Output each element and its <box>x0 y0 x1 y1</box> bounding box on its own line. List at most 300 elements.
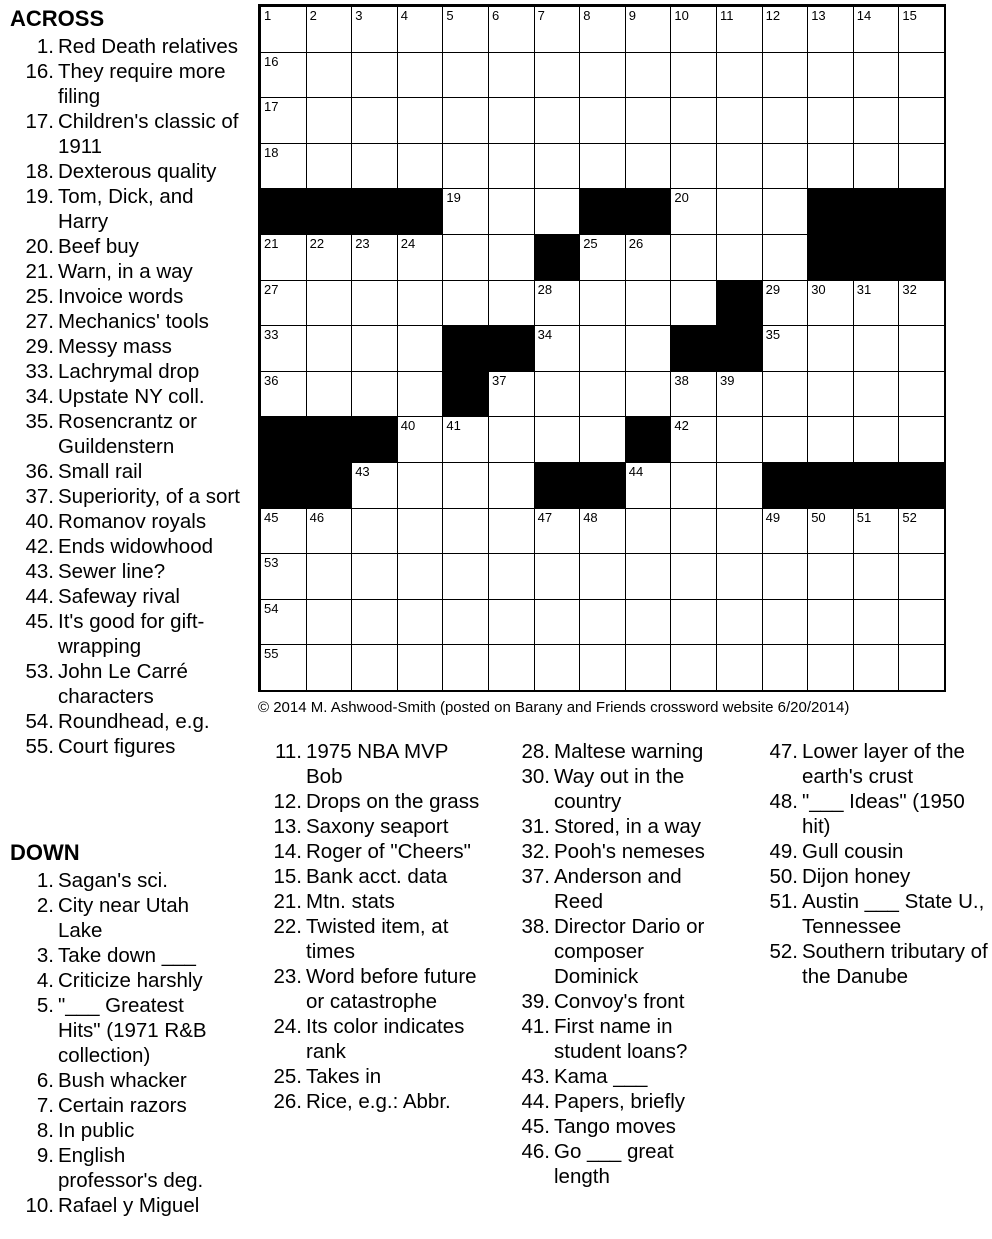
grid-cell[interactable] <box>670 553 717 600</box>
grid-cell[interactable] <box>397 553 444 600</box>
grid-cell[interactable] <box>488 97 535 144</box>
black-square <box>853 188 900 235</box>
grid-cell[interactable] <box>898 644 945 691</box>
grid-cell[interactable] <box>670 280 717 327</box>
grid-cell[interactable] <box>898 6 945 53</box>
grid-cell[interactable] <box>579 52 626 99</box>
grid-cell[interactable] <box>397 416 444 463</box>
clue-number-label: 32. <box>521 840 550 863</box>
grid-cell[interactable] <box>898 280 945 327</box>
clue-item[interactable] <box>10 259 242 284</box>
grid-cell[interactable] <box>306 508 353 555</box>
grid-cell[interactable] <box>306 371 353 418</box>
grid-cell[interactable] <box>807 371 854 418</box>
clue-item[interactable] <box>10 659 242 709</box>
grid-cell[interactable] <box>670 462 717 509</box>
grid-cell[interactable] <box>534 508 581 555</box>
grid-cell[interactable] <box>853 553 900 600</box>
grid-cell[interactable] <box>898 508 945 555</box>
grid-cell[interactable] <box>488 371 535 418</box>
grid-cell[interactable] <box>625 325 672 372</box>
clue-item[interactable] <box>10 734 242 759</box>
clue-number-label: 12. <box>273 790 302 813</box>
grid-cell[interactable] <box>260 508 307 555</box>
grid-cell[interactable] <box>716 644 763 691</box>
grid-cell[interactable] <box>762 97 809 144</box>
grid-cell[interactable] <box>579 553 626 600</box>
grid-cell[interactable] <box>442 644 489 691</box>
clue-number: 3 <box>355 8 363 23</box>
clue-item[interactable] <box>10 1068 230 1093</box>
grid-cell[interactable] <box>306 644 353 691</box>
clue-item[interactable] <box>763 839 988 864</box>
clue-item[interactable] <box>10 609 242 659</box>
grid-cell[interactable] <box>898 97 945 144</box>
grid-cell[interactable] <box>716 188 763 235</box>
grid-cell[interactable] <box>898 416 945 463</box>
clue-text: Sewer line? <box>58 560 166 583</box>
black-square <box>306 462 353 509</box>
clue-item[interactable] <box>268 789 490 814</box>
grid-cell[interactable] <box>762 599 809 646</box>
grid-cell[interactable] <box>579 508 626 555</box>
grid-cell[interactable] <box>898 599 945 646</box>
clue-item[interactable] <box>515 1014 727 1064</box>
black-square <box>534 462 581 509</box>
grid-cell[interactable] <box>351 234 398 281</box>
grid-cell[interactable] <box>625 508 672 555</box>
grid-cell[interactable] <box>442 599 489 646</box>
grid-cell[interactable] <box>306 97 353 144</box>
grid-cell[interactable] <box>306 325 353 372</box>
clue-item[interactable] <box>10 234 242 259</box>
clue-item[interactable] <box>10 184 242 234</box>
grid-cell[interactable] <box>898 325 945 372</box>
clue-text: 1975 NBA MVP Bob <box>306 740 449 788</box>
clue-text: They require more filing <box>58 60 226 108</box>
grid-cell[interactable] <box>898 371 945 418</box>
clue-number-label: 48. <box>769 790 798 813</box>
clue-item[interactable] <box>763 739 988 789</box>
grid-cell[interactable] <box>625 6 672 53</box>
clue-number-label: 37. <box>25 485 54 508</box>
grid-cell[interactable] <box>625 644 672 691</box>
clue-number-label: 41. <box>521 1015 550 1038</box>
grid-cell[interactable] <box>397 325 444 372</box>
clue-item[interactable] <box>10 534 242 559</box>
clue-item[interactable] <box>10 459 242 484</box>
clue-item[interactable] <box>10 1118 230 1143</box>
grid-cell[interactable] <box>625 143 672 190</box>
grid-cell[interactable] <box>442 234 489 281</box>
grid-cell[interactable] <box>306 6 353 53</box>
grid-cell[interactable] <box>579 97 626 144</box>
grid-cell[interactable] <box>716 462 763 509</box>
grid-cell[interactable] <box>260 234 307 281</box>
grid-cell[interactable] <box>442 462 489 509</box>
grid-cell[interactable] <box>351 508 398 555</box>
grid-cell[interactable] <box>625 371 672 418</box>
grid-cell[interactable] <box>670 6 717 53</box>
clue-text: Ends widowhood <box>58 535 213 558</box>
grid-cell[interactable] <box>762 188 809 235</box>
clue-number: 37 <box>492 372 507 388</box>
grid-cell[interactable] <box>716 599 763 646</box>
grid-cell[interactable] <box>807 6 854 53</box>
grid-cell[interactable] <box>534 416 581 463</box>
grid-cell[interactable] <box>351 553 398 600</box>
grid-cell[interactable] <box>853 325 900 372</box>
grid-cell[interactable] <box>579 644 626 691</box>
grid-cell[interactable] <box>260 553 307 600</box>
clue-item[interactable] <box>268 814 490 839</box>
clue-item[interactable] <box>10 284 242 309</box>
grid-cell[interactable] <box>853 644 900 691</box>
clue-item[interactable] <box>10 993 230 1068</box>
grid-cell[interactable] <box>625 234 672 281</box>
clue-item[interactable] <box>763 864 988 889</box>
clue-number-label: 38. <box>521 915 550 938</box>
clue-item[interactable] <box>268 1064 490 1089</box>
clue-item[interactable] <box>10 109 242 159</box>
grid-cell[interactable] <box>488 462 535 509</box>
grid-cell[interactable] <box>306 143 353 190</box>
black-square <box>670 325 717 372</box>
clue-text: Court figures <box>58 735 176 758</box>
grid-cell[interactable] <box>442 188 489 235</box>
clue-item[interactable] <box>515 1114 727 1139</box>
grid-cell[interactable] <box>807 143 854 190</box>
grid-cell[interactable] <box>670 52 717 99</box>
clue-item[interactable] <box>10 409 242 459</box>
grid-cell[interactable] <box>762 143 809 190</box>
grid-cell[interactable] <box>716 371 763 418</box>
grid-cell[interactable] <box>762 371 809 418</box>
grid-cell[interactable] <box>807 553 854 600</box>
clue-item[interactable] <box>10 868 230 893</box>
grid-cell[interactable] <box>351 52 398 99</box>
grid-cell[interactable] <box>853 508 900 555</box>
clue-item[interactable] <box>10 334 242 359</box>
clue-item[interactable] <box>515 764 727 814</box>
grid-cell[interactable] <box>762 416 809 463</box>
clue-text: Tango moves <box>554 1115 676 1138</box>
grid-cell[interactable] <box>260 97 307 144</box>
clue-item[interactable] <box>515 814 727 839</box>
clue-number-label: 23. <box>273 965 302 988</box>
clue-item[interactable] <box>268 864 490 889</box>
grid-cell[interactable] <box>625 462 672 509</box>
clue-item[interactable] <box>268 889 490 914</box>
clue-item[interactable] <box>515 1064 727 1089</box>
clue-number-label: 14. <box>273 840 302 863</box>
grid-cell[interactable] <box>807 280 854 327</box>
black-square <box>807 234 854 281</box>
grid-cell[interactable] <box>670 416 717 463</box>
grid-cell[interactable] <box>670 644 717 691</box>
clue-text: Kama ___ <box>554 1065 648 1088</box>
clue-item[interactable] <box>10 384 242 409</box>
grid-cell[interactable] <box>762 234 809 281</box>
clue-item[interactable] <box>515 989 727 1014</box>
grid-cell[interactable] <box>351 280 398 327</box>
clue-item[interactable] <box>763 889 988 939</box>
grid-cell[interactable] <box>351 6 398 53</box>
grid-cell[interactable] <box>351 599 398 646</box>
grid-cell[interactable] <box>716 97 763 144</box>
clue-item[interactable] <box>268 1089 490 1114</box>
grid-cell[interactable] <box>807 325 854 372</box>
clue-number: 6 <box>492 8 500 23</box>
grid-cell[interactable] <box>534 280 581 327</box>
grid-cell[interactable] <box>397 371 444 418</box>
grid-cell[interactable] <box>534 325 581 372</box>
grid-cell[interactable] <box>762 553 809 600</box>
grid-cell[interactable] <box>397 508 444 555</box>
grid-cell[interactable] <box>579 280 626 327</box>
grid-cell[interactable] <box>716 52 763 99</box>
grid-cell[interactable] <box>853 280 900 327</box>
clue-item[interactable] <box>10 484 242 509</box>
grid-cell[interactable] <box>488 234 535 281</box>
clue-item[interactable] <box>10 893 230 943</box>
clue-text: Bush whacker <box>58 1069 187 1092</box>
grid-cell[interactable] <box>260 371 307 418</box>
grid-cell[interactable] <box>762 280 809 327</box>
grid-cell[interactable] <box>716 553 763 600</box>
grid-cell[interactable] <box>534 644 581 691</box>
clue-item[interactable] <box>10 584 242 609</box>
clue-item[interactable] <box>10 943 230 968</box>
grid-cell[interactable] <box>488 280 535 327</box>
grid-cell[interactable] <box>670 97 717 144</box>
clue-number-label: 4. <box>36 969 54 992</box>
grid-cell[interactable] <box>397 143 444 190</box>
grid-cell[interactable] <box>397 280 444 327</box>
grid-cell[interactable] <box>351 462 398 509</box>
grid-cell[interactable] <box>534 97 581 144</box>
grid-cell[interactable] <box>397 462 444 509</box>
clue-item[interactable] <box>515 1089 727 1114</box>
clue-item[interactable] <box>10 968 230 993</box>
grid-cell[interactable] <box>762 325 809 372</box>
grid-cell[interactable] <box>625 599 672 646</box>
grid-cell[interactable] <box>534 371 581 418</box>
grid-cell[interactable] <box>579 416 626 463</box>
grid-cell[interactable] <box>670 599 717 646</box>
grid-cell[interactable] <box>853 371 900 418</box>
clue-number-label: 35. <box>25 410 54 433</box>
grid-cell[interactable] <box>351 97 398 144</box>
grid-cell[interactable] <box>260 52 307 99</box>
clue-text: Anderson and Reed <box>554 865 682 913</box>
grid-cell[interactable] <box>670 188 717 235</box>
grid-cell[interactable] <box>442 280 489 327</box>
grid-cell[interactable] <box>625 97 672 144</box>
grid-cell[interactable] <box>534 6 581 53</box>
clue-item[interactable] <box>10 559 242 584</box>
clue-item[interactable] <box>10 309 242 334</box>
grid-cell[interactable] <box>625 280 672 327</box>
grid-cell[interactable] <box>488 6 535 53</box>
grid-cell[interactable] <box>397 52 444 99</box>
grid-cell[interactable] <box>397 599 444 646</box>
grid-cell[interactable] <box>488 143 535 190</box>
grid-cell[interactable] <box>306 234 353 281</box>
grid-cell[interactable] <box>625 553 672 600</box>
clue-number-label: 20. <box>25 235 54 258</box>
grid-cell[interactable] <box>260 280 307 327</box>
grid-cell[interactable] <box>670 371 717 418</box>
clue-item[interactable] <box>10 509 242 534</box>
grid-cell[interactable] <box>716 416 763 463</box>
grid-cell[interactable] <box>488 599 535 646</box>
grid-cell[interactable] <box>442 508 489 555</box>
grid-cell[interactable] <box>898 553 945 600</box>
clue-number: 20 <box>674 190 689 206</box>
grid-cell[interactable] <box>716 234 763 281</box>
grid-cell[interactable] <box>442 52 489 99</box>
grid-cell[interactable] <box>670 143 717 190</box>
grid-cell[interactable] <box>853 97 900 144</box>
clue-text: Drops on the grass <box>306 790 480 813</box>
grid-cell[interactable] <box>534 553 581 600</box>
grid-cell[interactable] <box>670 234 717 281</box>
grid-cell[interactable] <box>762 52 809 99</box>
clue-item[interactable] <box>10 159 242 184</box>
clue-item[interactable] <box>515 1139 727 1189</box>
clue-item[interactable] <box>10 709 242 734</box>
grid-cell[interactable] <box>397 6 444 53</box>
grid-cell[interactable] <box>716 143 763 190</box>
grid-cell[interactable] <box>762 508 809 555</box>
grid-cell[interactable] <box>306 553 353 600</box>
grid-cell[interactable] <box>579 599 626 646</box>
grid-cell[interactable] <box>579 6 626 53</box>
grid-cell[interactable] <box>579 234 626 281</box>
grid-cell[interactable] <box>260 599 307 646</box>
grid-cell[interactable] <box>260 325 307 372</box>
grid-cell[interactable] <box>351 371 398 418</box>
grid-cell[interactable] <box>898 52 945 99</box>
clue-text: Small rail <box>58 460 143 483</box>
clue-number: 48 <box>583 509 598 525</box>
grid-cell[interactable] <box>488 188 535 235</box>
grid-cell[interactable] <box>442 416 489 463</box>
clue-item[interactable] <box>268 914 490 964</box>
grid-cell[interactable] <box>807 52 854 99</box>
grid-cell[interactable] <box>898 143 945 190</box>
grid-cell[interactable] <box>488 416 535 463</box>
grid-cell[interactable] <box>488 553 535 600</box>
clue-text: Word before future or catastrophe <box>306 965 477 1013</box>
clue-item[interactable] <box>268 964 490 1014</box>
grid-cell[interactable] <box>397 644 444 691</box>
grid-cell[interactable] <box>260 143 307 190</box>
grid-cell[interactable] <box>534 188 581 235</box>
grid-cell[interactable] <box>260 6 307 53</box>
clue-item[interactable] <box>10 59 242 109</box>
clue-number-label: 47. <box>769 740 798 763</box>
grid-cell[interactable] <box>488 52 535 99</box>
grid-cell[interactable] <box>534 143 581 190</box>
grid-cell[interactable] <box>625 52 672 99</box>
grid-cell[interactable] <box>853 599 900 646</box>
clue-number-label: 9. <box>36 1144 54 1167</box>
clue-item[interactable] <box>268 1014 490 1064</box>
clue-item[interactable] <box>10 1093 230 1118</box>
grid-cell[interactable] <box>579 325 626 372</box>
clue-number-label: 25. <box>25 285 54 308</box>
clue-number-label: 21. <box>273 890 302 913</box>
grid-cell[interactable] <box>260 644 307 691</box>
clue-item[interactable] <box>10 1143 230 1193</box>
clue-item[interactable] <box>515 839 727 864</box>
grid-cell[interactable] <box>579 371 626 418</box>
clue-number-label: 44. <box>521 1090 550 1113</box>
grid-cell[interactable] <box>442 553 489 600</box>
grid-cell[interactable] <box>807 599 854 646</box>
grid-cell[interactable] <box>762 644 809 691</box>
grid-cell[interactable] <box>534 52 581 99</box>
copyright-credit: © 2014 M. Ashwood-Smith (posted on Barany and Friends crossword website 6/20/2014) <box>258 699 850 716</box>
grid-cell[interactable] <box>397 234 444 281</box>
grid-cell[interactable] <box>351 644 398 691</box>
grid-cell[interactable] <box>442 6 489 53</box>
grid-cell[interactable] <box>807 416 854 463</box>
clue-number-label: 37. <box>521 865 550 888</box>
grid-cell[interactable] <box>853 52 900 99</box>
clue-item[interactable] <box>10 1193 230 1218</box>
grid-cell[interactable] <box>807 508 854 555</box>
grid-cell[interactable] <box>488 644 535 691</box>
grid-cell[interactable] <box>853 6 900 53</box>
clue-item[interactable] <box>10 34 242 59</box>
grid-cell[interactable] <box>670 508 717 555</box>
clue-number: 42 <box>674 418 689 434</box>
grid-cell[interactable] <box>762 6 809 53</box>
clue-item[interactable] <box>268 739 490 789</box>
grid-cell[interactable] <box>351 143 398 190</box>
grid-cell[interactable] <box>306 52 353 99</box>
clue-item[interactable] <box>515 864 727 914</box>
grid-cell[interactable] <box>853 416 900 463</box>
grid-cell[interactable] <box>534 599 581 646</box>
grid-cell[interactable] <box>351 325 398 372</box>
black-square <box>397 188 444 235</box>
grid-cell[interactable] <box>306 599 353 646</box>
grid-cell[interactable] <box>488 508 535 555</box>
grid-cell[interactable] <box>397 97 444 144</box>
grid-cell[interactable] <box>716 6 763 53</box>
clue-item[interactable] <box>763 939 988 989</box>
clue-item[interactable] <box>763 789 988 839</box>
clue-text: "___ Ideas" (1950 hit) <box>802 790 965 838</box>
grid-cell[interactable] <box>716 508 763 555</box>
clue-item[interactable] <box>515 914 727 989</box>
grid-cell[interactable] <box>442 97 489 144</box>
grid-cell[interactable] <box>807 97 854 144</box>
clue-item[interactable] <box>268 839 490 864</box>
clue-item[interactable] <box>515 739 727 764</box>
clue-item[interactable] <box>10 359 242 384</box>
clue-number: 36 <box>264 372 279 388</box>
grid-cell[interactable] <box>306 280 353 327</box>
grid-cell[interactable] <box>807 644 854 691</box>
grid-cell[interactable] <box>853 143 900 190</box>
grid-cell[interactable] <box>442 143 489 190</box>
grid-cell[interactable] <box>579 143 626 190</box>
